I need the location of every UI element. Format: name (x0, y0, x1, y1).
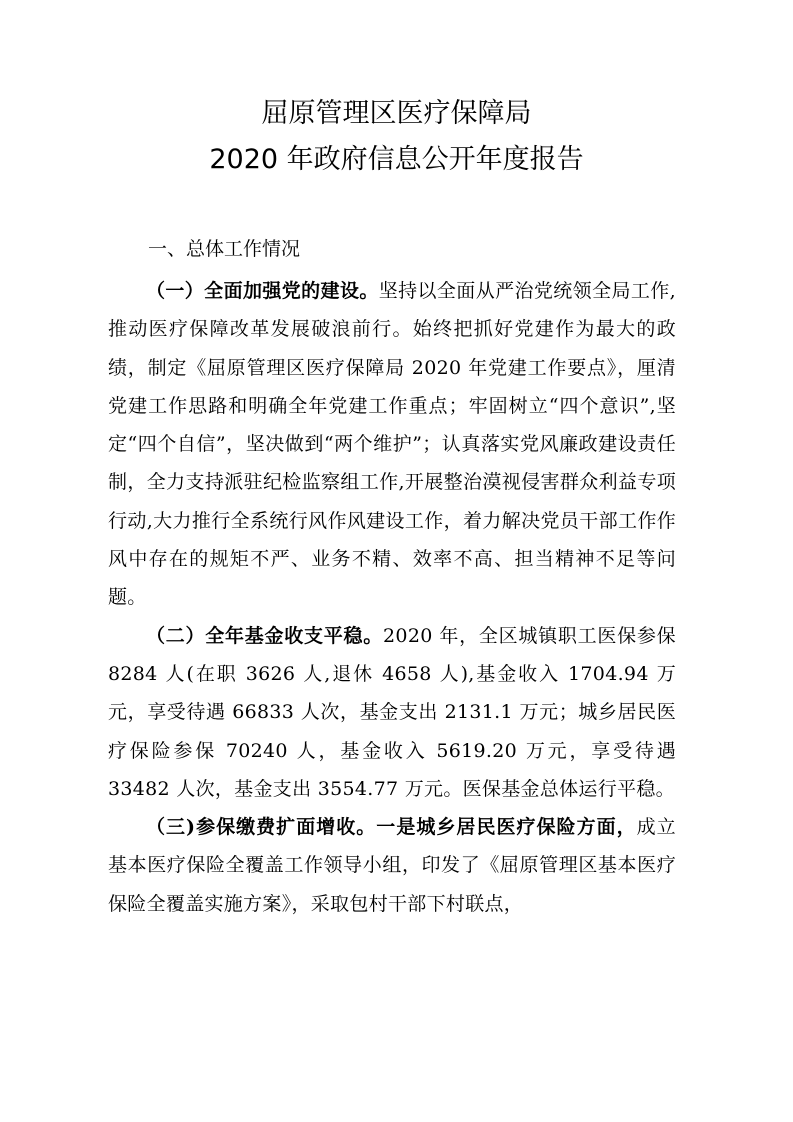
paragraph-lead: （一）全面加强党的建设。 (146, 280, 379, 302)
paragraph-party-building (108, 272, 676, 617)
paragraph-text: 成立基本医疗保险全覆盖工作领导小组，印发了《屈原管理区基本医疗保险全覆盖实施方案》，采取包村干部下村联点， (108, 816, 676, 915)
document-title-line2: 2020 年政府信息公开年度报告 (209, 144, 584, 175)
paragraph-lead: （三)参保缴费扩面增收。一是城乡居民医疗保险方面， (146, 816, 637, 839)
section-heading: 一、总体工作情况 (148, 238, 301, 260)
document-body (108, 272, 676, 923)
paragraph-enrollment (108, 808, 676, 923)
paragraph-text: 坚持以全面从严治党统领全局工作,推动医疗保障改革发展破浪前行。始终把抓好党建作为最大的政绩，制定《屈原管理区医疗保障局 2020 年党建工作要点》，厘清党建工作思路和明确全年党建工作重点；牢固树立“四个意识”,坚定“四个自信”，坚决做到“两个维护”；认真落实党风廉政建设责任制，全力支持派驻纪检监察组工作,开展整治漠视侵害群众利益专项行动,大力推行全系统行风作风建设工作，着力解决党员干部工作作风中存在的规矩不严、业务不精、效率不高、担当精神不足等问题。 (108, 280, 676, 609)
paragraph-text: 2020 年，全区城镇职工医保参保 8284 人(在职 3626 人,退休 4658 人),基金收入 1704.94 万元，享受待遇 66833 人次，基金支出 2131.1 万元；城乡居民医疗保险参保 70240 人，基金收入 5619.20 万元，享受待遇 33482 人次，基金支出 3554.77 万元。医保基金总体运行平稳。 (108, 624, 676, 800)
paragraph-fund-balance (108, 617, 676, 808)
paragraph-lead: （二）全年基金收支平稳。 (146, 624, 384, 647)
document-title-line1: 屈原管理区医疗保障局 (261, 98, 532, 129)
